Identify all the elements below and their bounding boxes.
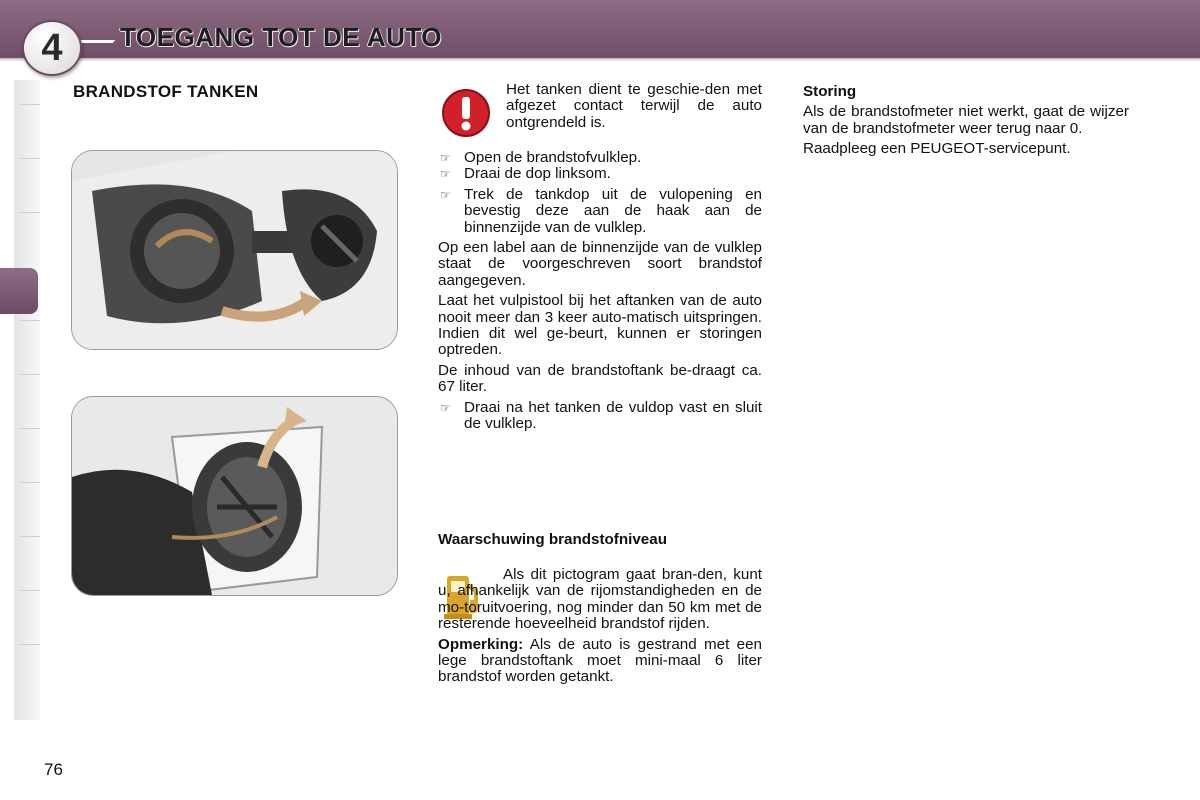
pointing-hand-icon: ☞ xyxy=(440,187,451,202)
chapter-number-badge: 4 xyxy=(22,20,82,76)
side-tick xyxy=(20,590,40,591)
side-tick xyxy=(20,104,40,105)
note-paragraph xyxy=(438,637,762,686)
storing-heading: Storing xyxy=(803,83,857,100)
side-tick xyxy=(20,428,40,429)
chapter-tab-active[interactable] xyxy=(0,268,38,314)
side-tick xyxy=(20,482,40,483)
side-tick xyxy=(20,536,40,537)
service-text: Raadpleeg een PEUGEOT-servicepunt. xyxy=(803,140,1071,158)
side-tick xyxy=(20,374,40,375)
pointing-hand-icon: ☞ xyxy=(440,167,451,182)
paragraph-fuel-label: Op een label aan de binnenzijde van de vulklep staat de voorgeschreven soort brandstof aangegeven. xyxy=(438,239,762,289)
pointing-hand-icon: ☞ xyxy=(440,400,451,415)
note-label: Opmerking: xyxy=(438,635,524,653)
pointing-hand-icon: ☞ xyxy=(440,151,451,165)
storing-text: Als de brandstofmeter niet werkt, gaat de wijzer van de brandstofmeter weer terug naar 0. xyxy=(803,103,1129,137)
paragraph-fuel-pistol: Laat het vulpistool bij het aftanken van de auto nooit meer dan 3 keer auto-matisch uitspringen. Indien dit wel ge-beurt, kunnen er storingen optreden. xyxy=(438,292,762,359)
header-divider xyxy=(0,58,1200,61)
side-tick xyxy=(20,320,40,321)
section-title: BRANDSTOF TANKEN xyxy=(73,82,259,101)
page-number: 76 xyxy=(44,760,63,779)
step-item: ☞ Draai de dop linksom. xyxy=(440,165,611,183)
fuel-warning-text: Als dit pictogram gaat bran-den, kunt u, afhankelijk van de rijomstandigheden en de mo-toruitvoering, nog minder dan 50 km met de resterende hoeveelheid brandstof rijden. xyxy=(438,566,762,633)
fuel-flap-open-photo xyxy=(71,150,398,350)
warning-text: Het tanken dient te geschie-den met afgezet contact terwijl de auto ontgrendeld is. xyxy=(506,81,762,131)
step-item: ☞ Draai na het tanken de vuldop vast en sluit de vulklep. xyxy=(440,398,762,433)
warning-icon xyxy=(441,88,491,138)
fuel-warning-heading: Waarschuwing brandstofniveau xyxy=(438,531,667,548)
side-tick xyxy=(20,212,40,213)
side-tick xyxy=(20,158,40,159)
note-text: Als de auto is gestrand met een lege brandstoftank moet mini-maal 6 liter brandstof worden getankt. xyxy=(438,635,762,686)
chapter-side-strip xyxy=(14,80,40,720)
fuel-cap-removal-photo xyxy=(71,396,398,596)
step-item: ☞ Open de brandstofvulklep. xyxy=(440,149,642,166)
page-title: TOEGANG TOT DE AUTO xyxy=(120,22,443,52)
step-item: ☞ Trek de tankdop uit de vulopening en bevestig deze aan de haak aan de binnenzijde van de vulklep. xyxy=(440,185,762,236)
paragraph-tank-capacity: De inhoud van de brandstoftank be-draagt ca. 67 liter. xyxy=(438,361,762,396)
side-tick xyxy=(20,644,40,645)
